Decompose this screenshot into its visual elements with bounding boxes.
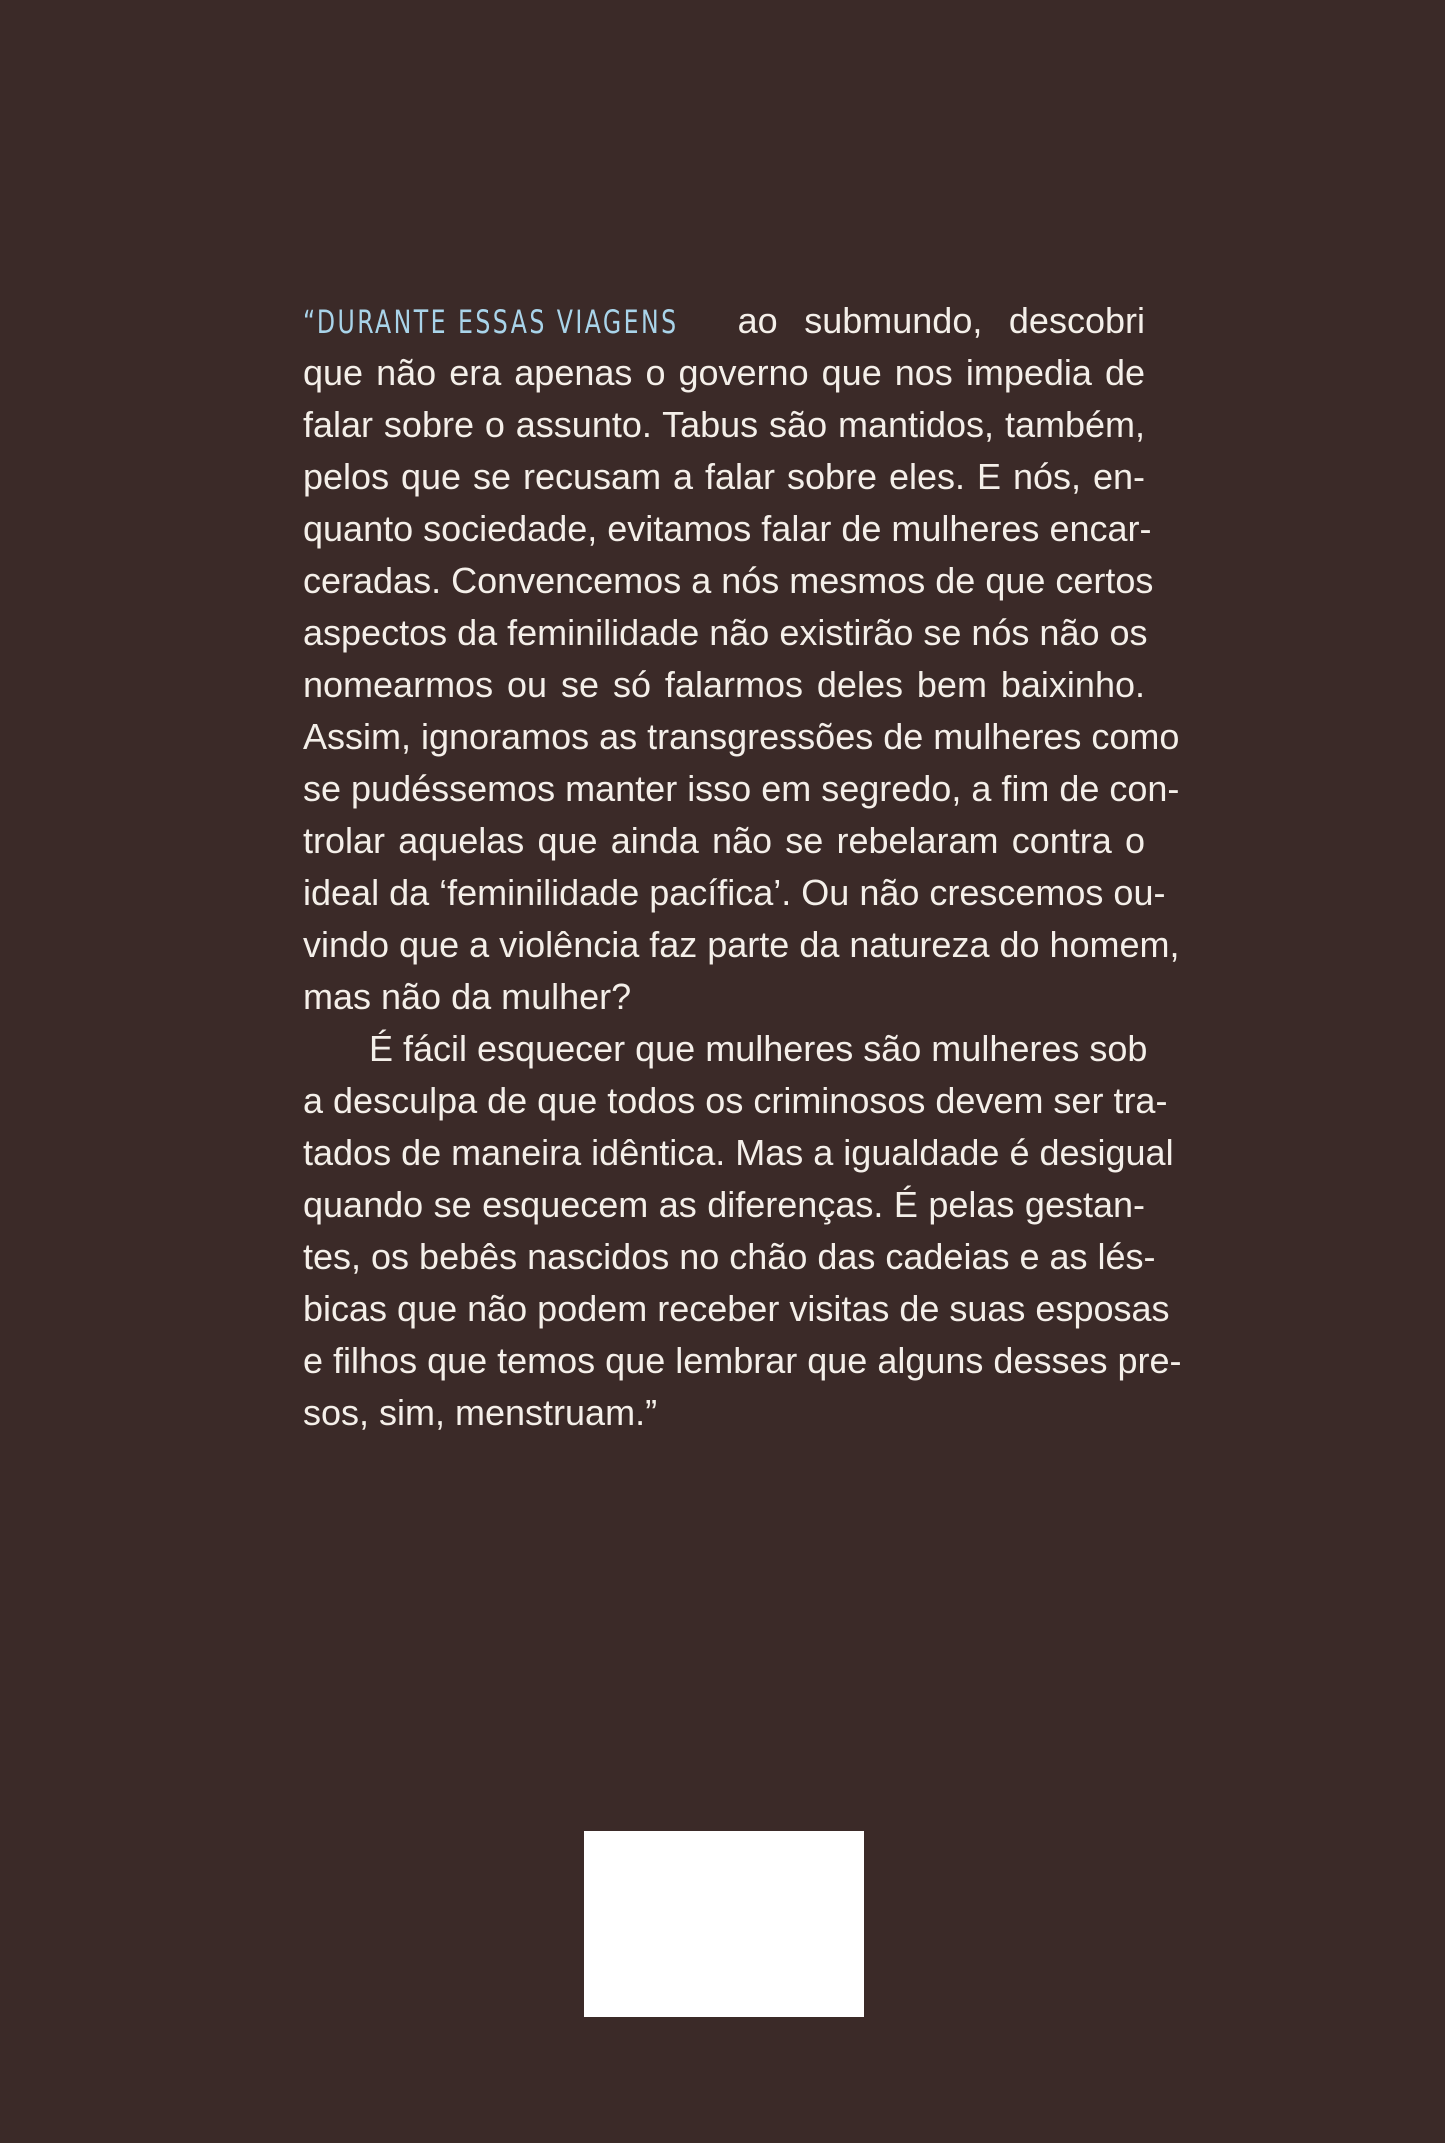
blurb-line: se pudéssemos manter isso em segredo, a fim de con-: [303, 768, 1180, 809]
blurb-line: pelos que se recusam a falar sobre eles. E nós, en-: [303, 456, 1145, 497]
blurb-line: tados de maneira idêntica. Mas a igualdade é desigual: [303, 1132, 1174, 1173]
blurb-line: É fácil esquecer que mulheres são mulheres sob: [369, 1028, 1148, 1069]
blurb-line: aspectos da feminilidade não existirão se nós não os: [303, 612, 1148, 653]
blurb-line: bicas que não podem receber visitas de suas esposas: [303, 1288, 1170, 1329]
blurb-line: falar sobre o assunto. Tabus são mantidos, também,: [303, 404, 1145, 445]
blurb-line-text: ao submundo, descobri: [737, 300, 1145, 341]
barcode-placeholder: [584, 1831, 864, 2017]
blurb-line: a desculpa de que todos os criminosos devem ser tra-: [303, 1080, 1168, 1121]
blurb-line: nomearmos ou se só falarmos deles bem baixinho.: [303, 664, 1145, 705]
blurb-line: Assim, ignoramos as transgressões de mulheres como: [303, 716, 1180, 757]
blurb-line: vindo que a violência faz parte da natureza do homem,: [303, 924, 1180, 965]
blurb-line: trolar aquelas que ainda não se rebelaram contra o: [303, 820, 1145, 861]
blurb-line: ideal da ‘feminilidade pacífica’. Ou não crescemos ou-: [303, 872, 1166, 913]
lead-in-heading: “DURANTE ESSAS VIAGENS: [303, 303, 679, 341]
blurb-line: ceradas. Convencemos a nós mesmos de que certos: [303, 560, 1154, 601]
blurb-line: tes, os bebês nascidos no chão das cadeias e as lés-: [303, 1236, 1156, 1277]
blurb-line: que não era apenas o governo que nos impedia de: [303, 352, 1145, 393]
blurb-line: quanto sociedade, evitamos falar de mulheres encar-: [303, 508, 1152, 549]
blurb-line: sos, sim, menstruam.”: [303, 1392, 658, 1433]
blurb-line: quando se esquecem as diferenças. É pelas gestan-: [303, 1184, 1145, 1225]
blurb-line-1: [303, 295, 1145, 347]
blurb-text: [303, 295, 1182, 1439]
blurb-line: e filhos que temos que lembrar que alguns desses pre-: [303, 1340, 1182, 1381]
blurb-line: mas não da mulher?: [303, 976, 632, 1017]
